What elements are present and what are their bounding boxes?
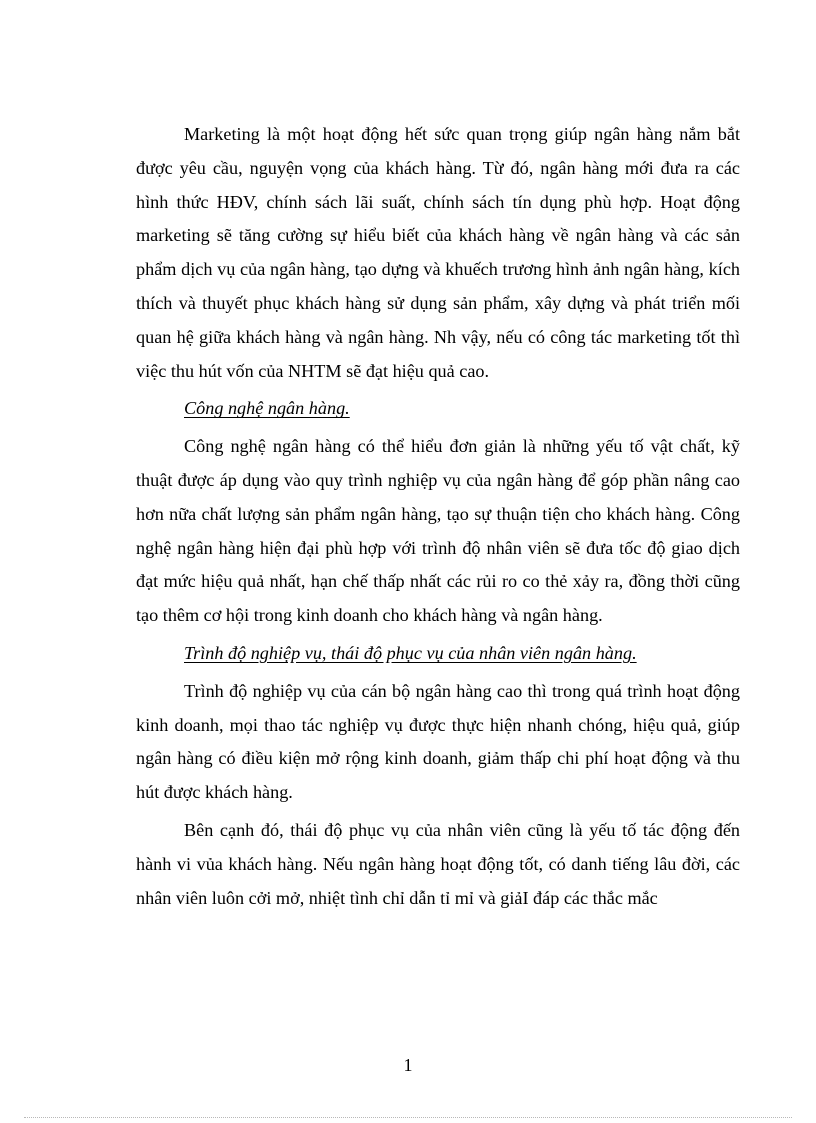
page-number: 1 [403, 1055, 413, 1075]
section-heading-staff: Trình độ nghiệp vụ, thái độ phục vụ của nhân viên ngân hàng. [184, 642, 637, 663]
page-bottom-divider [24, 1117, 792, 1118]
paragraph-staff-skills: Trình độ nghiệp vụ của cán bộ ngân hàng cao thì trong quá trình hoạt động kinh doanh, mọi thao tác nghiệp vụ được thực hiện nhanh chóng, hiệu quả, giúp ngân hàng có điều kiện mở rộng kinh doanh, giảm thấp chi phí hoạt động và thu hút được khách hàng. [136, 680, 740, 803]
paragraph-marketing: Marketing là một hoạt động hết sức quan trọng giúp ngân hàng nắm bắt được yêu cầu, nguyện vọng của khách hàng. Từ đó, ngân hàng mới đưa ra các hình thức HĐV, chính sách lãi suất, chính sách tín dụng phù hợp. Hoạt động marketing sẽ tăng cường sự hiểu biết của khách hàng về ngân hàng và các sản phẩm dịch vụ của ngân hàng, tạo dựng và khuếch trương hình ảnh ngân hàng, kích thích và thuyết phục khách hàng sử dụng sản phẩm, xây dựng và phát triển mối quan hệ giữa khách hàng và ngân hàng. Nh vậy, nếu có công tác marketing tốt thì việc thu hút vốn của NHTM sẽ đạt hiệu quả cao. [136, 124, 740, 381]
paragraph-staff-attitude: Bên cạnh đó, thái độ phục vụ của nhân viên cũng là yếu tố tác động đến hành vi vủa khách hàng. Nếu ngân hàng hoạt động tốt, có danh tiếng lâu đời, các nhân viên luôn cởi mở, nhiệt tình chỉ dẫn tỉ mỉ và giảI đáp các thắc mắc [136, 819, 740, 908]
section-heading-technology: Công nghệ ngân hàng. [184, 398, 350, 419]
document-body [136, 118, 740, 919]
paragraph-technology: Công nghệ ngân hàng có thể hiểu đơn giản là những yếu tố vật chất, kỹ thuật được áp dụng vào quy trình nghiệp vụ của ngân hàng để góp phần nâng cao hơn nữa chất lượng sản phẩm ngân hàng, tạo sự thuận tiện cho khách hàng. Công nghệ ngân hàng hiện đại phù hợp với trình độ nhân viên sẽ đưa tốc độ giao dịch đạt mức hiệu quả nhất, hạn chế thấp nhất các rủi ro co thẻ xảy ra, đồng thời cũng tạo thêm cơ hội trong kinh doanh cho khách hàng và ngân hàng. [136, 436, 740, 626]
